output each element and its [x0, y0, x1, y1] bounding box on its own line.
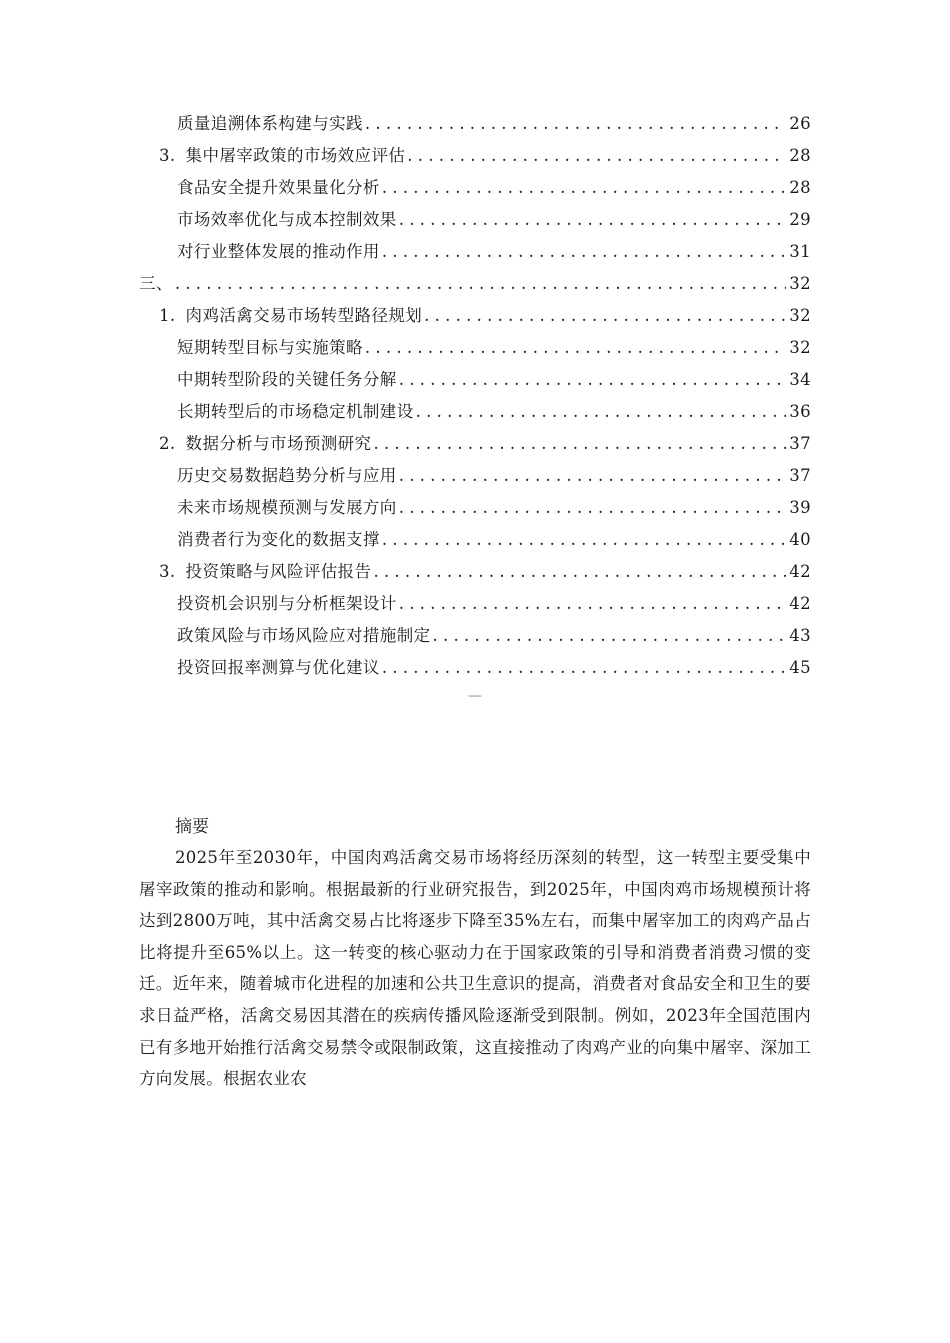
toc-leader-dots — [382, 172, 786, 204]
toc-entry-page: 29 — [789, 210, 811, 229]
toc-entry-page: 26 — [789, 114, 811, 133]
toc-leader-dots — [365, 108, 786, 140]
toc-entry-page: 28 — [789, 178, 811, 197]
toc-leader-dots — [399, 364, 787, 396]
toc-entry[interactable] — [139, 652, 811, 684]
abstract-body: 2025年至2030年，中国肉鸡活禽交易市场将经历深刻的转型，这一转型主要受集中屠宰政策的推动和影响。根据最新的行业研究报告，到2025年，中国肉鸡市场规模预计将达到2800万吨，其中活禽交易占比将逐步下降至35%左右，而集中屠宰加工的肉鸡产品占比将提升至65%以上。这一转变的核心驱动力在于国家政策的引导和消费者消费习惯的变迁。近年来，随着城市化进程的加速和公共卫生意识的提高，消费者对食品安全和卫生的要求日益严格，活禽交易因其潜在的疾病传播风险逐渐受到限制。例如，2023年全国范围内已有多地开始推行活禽交易禁令或限制政策，这直接推动了肉鸡产业的向集中屠宰、深加工方向发展。根据农业农 — [139, 848, 811, 1089]
abstract-section — [139, 812, 811, 1095]
toc-entry-title: 长期转型后的市场稳定机制建设 — [177, 402, 414, 421]
toc-entry-page: 32 — [789, 338, 811, 357]
toc-entry[interactable] — [139, 492, 811, 524]
toc-leader-dots — [433, 620, 787, 652]
toc-entry-page: 40 — [789, 530, 811, 549]
toc-entry-page: 34 — [789, 370, 811, 389]
toc-entry-title: 短期转型目标与实施策略 — [177, 338, 363, 357]
toc-entry[interactable] — [139, 300, 811, 332]
toc-entry-page: 42 — [789, 594, 811, 613]
toc-entry[interactable] — [139, 172, 811, 204]
toc-entry[interactable] — [139, 524, 811, 556]
toc-entry[interactable] — [139, 396, 811, 428]
toc-entry-title: 市场效率优化与成本控制效果 — [177, 210, 397, 229]
toc-leader-dots — [399, 588, 787, 620]
toc-entry-title: 数据分析与市场预测研究 — [185, 434, 372, 453]
toc-entry[interactable] — [139, 268, 811, 300]
toc-leader-dots — [373, 428, 786, 460]
toc-entry-title: 投资回报率测算与优化建议 — [177, 658, 380, 677]
toc-entry-title: 对行业整体发展的推动作用 — [177, 242, 380, 261]
toc-leader-dots — [382, 652, 786, 684]
toc-entry-page: 37 — [789, 434, 811, 453]
table-of-contents — [139, 108, 811, 684]
toc-entry-number: 3. — [159, 146, 176, 165]
toc-entry-title: 集中屠宰政策的市场效应评估 — [185, 146, 406, 165]
toc-entry-page: 45 — [789, 658, 811, 677]
toc-entry[interactable] — [139, 460, 811, 492]
page-number-mark: — — [468, 688, 482, 704]
toc-entry[interactable] — [139, 204, 811, 236]
toc-entry-page: 32 — [789, 274, 811, 293]
toc-leader-dots — [365, 332, 786, 364]
toc-entry[interactable] — [139, 620, 811, 652]
toc-leader-dots — [416, 396, 787, 428]
toc-entry[interactable] — [139, 556, 811, 588]
toc-leader-dots — [373, 556, 786, 588]
toc-entry-title: 政策风险与市场风险应对措施制定 — [177, 626, 431, 645]
toc-entry-page: 32 — [789, 306, 811, 325]
toc-entry[interactable] — [139, 236, 811, 268]
toc-entry-title: 食品安全提升效果量化分析 — [177, 178, 380, 197]
toc-entry[interactable] — [139, 588, 811, 620]
toc-entry-page: 28 — [789, 146, 811, 165]
toc-entry-number: 2. — [159, 434, 176, 453]
toc-leader-dots — [382, 236, 786, 268]
toc-entry[interactable] — [139, 364, 811, 396]
toc-entry-page: 36 — [789, 402, 811, 421]
toc-leader-dots — [175, 268, 786, 300]
toc-entry-page: 43 — [789, 626, 811, 645]
toc-entry-title: 消费者行为变化的数据支撑 — [177, 530, 380, 549]
toc-leader-dots — [424, 300, 786, 332]
toc-entry-title: 历史交易数据趋势分析与应用 — [177, 466, 397, 485]
toc-entry-page: 39 — [789, 498, 811, 517]
toc-entry-title: 肉鸡活禽交易市场转型路径规划 — [185, 306, 423, 325]
toc-entry-title: 投资机会识别与分析框架设计 — [177, 594, 397, 613]
toc-entry-number: 1. — [159, 306, 176, 325]
toc-leader-dots — [399, 460, 787, 492]
abstract-title: 摘要 — [175, 817, 209, 837]
toc-entry-title: 质量追溯体系构建与实践 — [177, 114, 363, 133]
toc-leader-dots — [399, 492, 787, 524]
toc-leader-dots — [382, 524, 786, 556]
toc-leader-dots — [399, 204, 787, 236]
toc-entry-title: 未来市场规模预测与发展方向 — [177, 498, 397, 517]
toc-leader-dots — [407, 140, 786, 172]
toc-entry-title: 三、 — [139, 274, 173, 293]
toc-entry-title: 投资策略与风险评估报告 — [185, 562, 372, 581]
toc-entry-page: 42 — [789, 562, 811, 581]
toc-entry-page: 31 — [789, 242, 811, 261]
toc-entry[interactable] — [139, 108, 811, 140]
toc-entry[interactable] — [139, 332, 811, 364]
toc-entry[interactable] — [139, 428, 811, 460]
toc-entry-page: 37 — [789, 466, 811, 485]
toc-entry[interactable] — [139, 140, 811, 172]
toc-entry-number: 3. — [159, 562, 176, 581]
toc-entry-title: 中期转型阶段的关键任务分解 — [177, 370, 397, 389]
